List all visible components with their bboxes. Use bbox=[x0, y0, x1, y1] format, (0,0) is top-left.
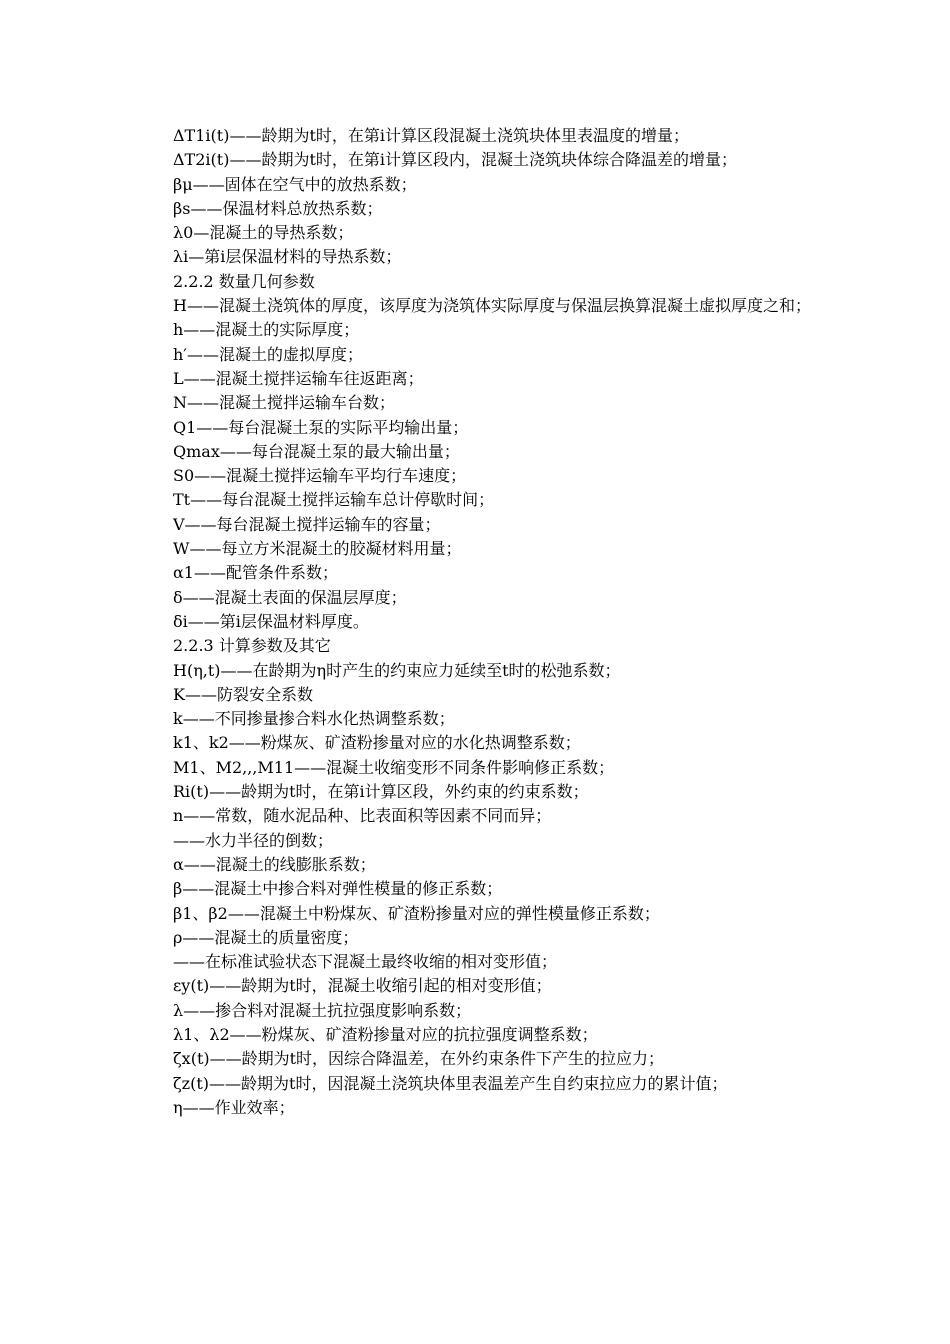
text-line: Q1——每台混凝土泵的实际平均输出量； bbox=[173, 417, 469, 437]
text-line: λi—第i层保温材料的导热系数； bbox=[173, 247, 402, 267]
text-line: ΔT2i(t)——龄期为t时，在第i计算区段内，混凝土浇筑块体综合降温差的增量； bbox=[173, 150, 737, 170]
text-line: β1、β2——混凝土中粉煤灰、矿渣粉掺量对应的弹性模量修正系数； bbox=[173, 903, 660, 923]
text-line: M1、M2,,,M11——混凝土收缩变形不同条件影响修正系数； bbox=[173, 757, 615, 777]
text-line: δ——混凝土表面的保温层厚度； bbox=[173, 587, 407, 607]
text-line: Ri(t)——龄期为t时，在第i计算区段，外约束的约束系数； bbox=[173, 782, 589, 802]
text-line: ζz(t)——龄期为t时，因混凝土浇筑块体里表温差产生自约束拉应力的累计值； bbox=[173, 1073, 728, 1093]
text-line: α——混凝土的线膨胀系数； bbox=[173, 854, 376, 874]
text-line: S0——混凝土搅拌运输车平均行车速度； bbox=[173, 466, 467, 486]
document-body bbox=[145, 124, 815, 1120]
text-line: k——不同掺量掺合料水化热调整系数； bbox=[173, 709, 455, 729]
text-line: εy(t)——龄期为t时，混凝土收缩引起的相对变形值； bbox=[173, 976, 552, 996]
text-line: h′——混凝土的虚拟厚度； bbox=[173, 344, 363, 364]
text-line: βs——保温材料总放热系数； bbox=[173, 198, 383, 218]
text-line: λ——掺合料对混凝土抗拉强度影响系数； bbox=[173, 1000, 472, 1020]
text-line: k1、k2——粉煤灰、矿渣粉掺量对应的水化热调整系数； bbox=[173, 733, 581, 753]
text-line: ρ——混凝土的质量密度； bbox=[173, 927, 359, 947]
text-line: n——常数，随水泥品种、比表面积等因素不同而异； bbox=[173, 806, 552, 826]
text-line: N——混凝土搅拌运输车台数； bbox=[173, 393, 396, 413]
text-line: ΔT1i(t)——龄期为t时，在第i计算区段混凝土浇筑块体里表温度的增量； bbox=[173, 126, 689, 145]
text-line: δi——第i层保温材料厚度。 bbox=[173, 611, 369, 631]
text-line: ——水力半径的倒数； bbox=[173, 830, 334, 850]
text-line: ——在标准试验状态下混凝土最终收缩的相对变形值； bbox=[173, 952, 558, 972]
section-heading: 2.2.3 计算参数及其它 bbox=[173, 636, 331, 656]
text-line: ζx(t)——龄期为t时，因综合降温差，在外约束条件下产生的拉应力； bbox=[173, 1049, 665, 1069]
text-line: α1——配管条件系数； bbox=[173, 563, 338, 583]
text-line: V——每台混凝土搅拌运输车的容量； bbox=[173, 514, 441, 534]
text-line: Qmax——每台混凝土泵的最大输出量； bbox=[173, 441, 460, 461]
text-line: λ0—混凝土的导热系数； bbox=[173, 223, 354, 243]
text-line: H——混凝土浇筑体的厚度，该厚度为浇筑体实际厚度与保温层换算混凝土虚拟厚度之和； bbox=[173, 296, 811, 316]
text-line: H(η,t)——在龄期为η时产生的约束应力延续至t时的松弛系数； bbox=[173, 660, 621, 680]
text-line: K——防裂安全系数 bbox=[173, 684, 313, 704]
text-line: βμ——固体在空气中的放热系数； bbox=[173, 174, 417, 194]
text-line: L——混凝土搅拌运输车往返距离； bbox=[173, 368, 424, 388]
section-heading: 2.2.2 数量几何参数 bbox=[173, 271, 315, 291]
text-line: h——混凝土的实际厚度； bbox=[173, 320, 360, 340]
text-line: W——每立方米混凝土的胶凝材料用量； bbox=[173, 539, 462, 559]
text-line: β——混凝土中掺合料对弹性模量的修正系数； bbox=[173, 879, 503, 899]
text-line: Tt——每台混凝土搅拌运输车总计停歇时间； bbox=[173, 490, 495, 510]
text-line: λ1、λ2——粉煤灰、矿渣粉掺量对应的抗拉强度调整系数； bbox=[173, 1024, 598, 1044]
text-line: η——作业效率； bbox=[173, 1097, 295, 1117]
